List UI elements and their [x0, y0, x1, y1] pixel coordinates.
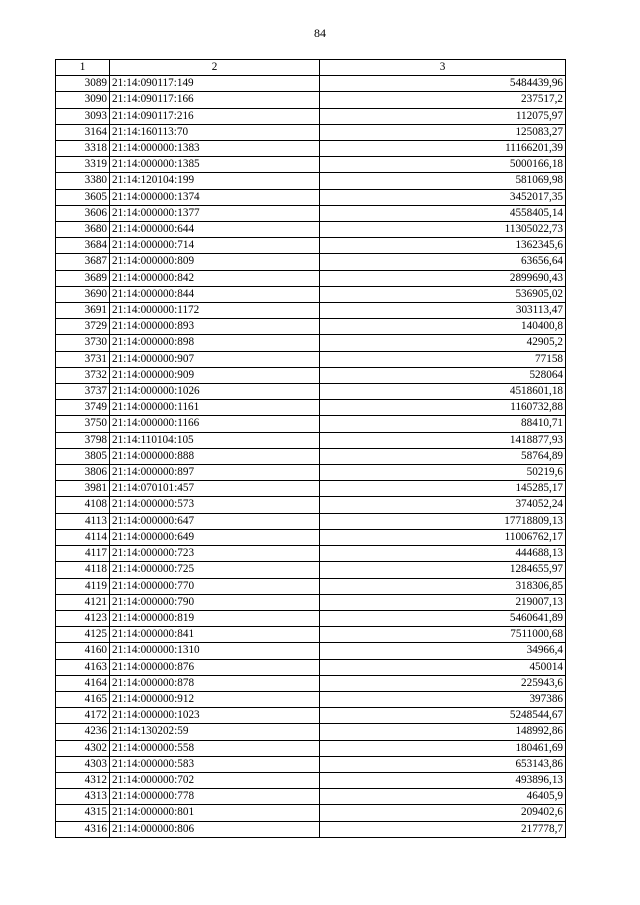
table-row: [56, 805, 566, 821]
row-number-cell: 3798: [56, 432, 110, 448]
value-cell: 1418877,93: [320, 432, 566, 448]
cadastral-number-cell: 21:14:000000:1166: [110, 416, 320, 432]
cadastral-number-cell: 21:14:000000:778: [110, 789, 320, 805]
cadastral-number-cell: 21:14:000000:898: [110, 335, 320, 351]
row-number-cell: 3981: [56, 481, 110, 497]
column-header: 2: [110, 60, 320, 76]
table-row: [56, 286, 566, 302]
table-row: [56, 92, 566, 108]
cadastral-number-cell: 21:14:000000:809: [110, 254, 320, 270]
value-cell: 1284655,97: [320, 562, 566, 578]
value-cell: 42905,2: [320, 335, 566, 351]
row-number-cell: 4302: [56, 740, 110, 756]
table-header-row: [56, 60, 566, 76]
table-row: [56, 367, 566, 383]
table-row: [56, 740, 566, 756]
value-cell: 145285,17: [320, 481, 566, 497]
table-row: [56, 675, 566, 691]
cadastral-number-cell: 21:14:090117:166: [110, 92, 320, 108]
value-cell: 140400,8: [320, 319, 566, 335]
value-cell: 4558405,14: [320, 205, 566, 221]
row-number-cell: 3605: [56, 189, 110, 205]
row-number-cell: 4119: [56, 578, 110, 594]
cadastral-number-cell: 21:14:000000:841: [110, 627, 320, 643]
table-row: [56, 254, 566, 270]
row-number-cell: 4113: [56, 513, 110, 529]
cadastral-number-cell: 21:14:000000:1374: [110, 189, 320, 205]
row-number-cell: 3689: [56, 270, 110, 286]
table-row: [56, 319, 566, 335]
value-cell: 50219,6: [320, 465, 566, 481]
table-row: [56, 432, 566, 448]
table-row: [56, 789, 566, 805]
cadastral-number-cell: 21:14:000000:723: [110, 546, 320, 562]
cadastral-number-cell: 21:14:000000:647: [110, 513, 320, 529]
table-row: [56, 594, 566, 610]
table-row: [56, 465, 566, 481]
row-number-cell: 3684: [56, 238, 110, 254]
table-row: [56, 335, 566, 351]
row-number-cell: 3093: [56, 108, 110, 124]
table-row: [56, 238, 566, 254]
cadastral-number-cell: 21:14:000000:897: [110, 465, 320, 481]
value-cell: 3452017,35: [320, 189, 566, 205]
value-cell: 11166201,39: [320, 141, 566, 157]
table-row: [56, 270, 566, 286]
row-number-cell: 3319: [56, 157, 110, 173]
table-row: [56, 481, 566, 497]
row-number-cell: 3680: [56, 222, 110, 238]
table-row: [56, 173, 566, 189]
table-row: [56, 724, 566, 740]
cadastral-number-cell: 21:14:000000:583: [110, 756, 320, 772]
cadastral-number-cell: 21:14:000000:1161: [110, 400, 320, 416]
row-number-cell: 3749: [56, 400, 110, 416]
row-number-cell: 4125: [56, 627, 110, 643]
table-row: [56, 416, 566, 432]
table-row: [56, 157, 566, 173]
table-row: [56, 529, 566, 545]
cadastral-number-cell: 21:14:000000:844: [110, 286, 320, 302]
row-number-cell: 4121: [56, 594, 110, 610]
column-header: 3: [320, 60, 566, 76]
value-cell: 536905,02: [320, 286, 566, 302]
value-cell: 46405,9: [320, 789, 566, 805]
value-cell: 77158: [320, 351, 566, 367]
data-table: [55, 59, 566, 838]
row-number-cell: 4163: [56, 659, 110, 675]
table-body: [56, 76, 566, 838]
table-row: [56, 76, 566, 92]
cadastral-number-cell: 21:14:000000:790: [110, 594, 320, 610]
value-cell: 112075,97: [320, 108, 566, 124]
table-row: [56, 448, 566, 464]
row-number-cell: 4118: [56, 562, 110, 578]
cadastral-number-cell: 21:14:000000:1023: [110, 708, 320, 724]
table-row: [56, 756, 566, 772]
value-cell: 219007,13: [320, 594, 566, 610]
cadastral-number-cell: 21:14:000000:1172: [110, 303, 320, 319]
value-cell: 397386: [320, 691, 566, 707]
table-row: [56, 708, 566, 724]
table-row: [56, 400, 566, 416]
row-number-cell: 3318: [56, 141, 110, 157]
cadastral-number-cell: 21:14:000000:702: [110, 772, 320, 788]
value-cell: 653143,86: [320, 756, 566, 772]
table-row: [56, 627, 566, 643]
cadastral-number-cell: 21:14:070101:457: [110, 481, 320, 497]
table-row: [56, 578, 566, 594]
value-cell: 5248544,67: [320, 708, 566, 724]
value-cell: 493896,13: [320, 772, 566, 788]
value-cell: 88410,71: [320, 416, 566, 432]
column-header: 1: [56, 60, 110, 76]
value-cell: 217778,7: [320, 821, 566, 837]
table-row: [56, 141, 566, 157]
cadastral-number-cell: 21:14:000000:842: [110, 270, 320, 286]
cadastral-number-cell: 21:14:000000:819: [110, 610, 320, 626]
cadastral-number-cell: 21:14:000000:801: [110, 805, 320, 821]
cadastral-number-cell: 21:14:000000:907: [110, 351, 320, 367]
row-number-cell: 4123: [56, 610, 110, 626]
cadastral-number-cell: 21:14:000000:878: [110, 675, 320, 691]
value-cell: 374052,24: [320, 497, 566, 513]
cadastral-number-cell: 21:14:000000:876: [110, 659, 320, 675]
cadastral-number-cell: 21:14:000000:909: [110, 367, 320, 383]
cadastral-number-cell: 21:14:120104:199: [110, 173, 320, 189]
row-number-cell: 3737: [56, 384, 110, 400]
row-number-cell: 4164: [56, 675, 110, 691]
row-number-cell: 3750: [56, 416, 110, 432]
row-number-cell: 4108: [56, 497, 110, 513]
value-cell: 450014: [320, 659, 566, 675]
cadastral-number-cell: 21:14:090117:149: [110, 76, 320, 92]
cadastral-number-cell: 21:14:000000:1310: [110, 643, 320, 659]
value-cell: 581069,98: [320, 173, 566, 189]
cadastral-number-cell: 21:14:000000:1385: [110, 157, 320, 173]
table-row: [56, 772, 566, 788]
row-number-cell: 4172: [56, 708, 110, 724]
table-row: [56, 659, 566, 675]
value-cell: 5484439,96: [320, 76, 566, 92]
cadastral-number-cell: 21:14:000000:1026: [110, 384, 320, 400]
value-cell: 225943,6: [320, 675, 566, 691]
row-number-cell: 3691: [56, 303, 110, 319]
table-row: [56, 497, 566, 513]
value-cell: 125083,27: [320, 124, 566, 140]
cadastral-number-cell: 21:14:090117:216: [110, 108, 320, 124]
value-cell: 63656,64: [320, 254, 566, 270]
value-cell: 4518601,18: [320, 384, 566, 400]
value-cell: 209402,6: [320, 805, 566, 821]
value-cell: 303113,47: [320, 303, 566, 319]
row-number-cell: 3731: [56, 351, 110, 367]
row-number-cell: 4312: [56, 772, 110, 788]
row-number-cell: 3805: [56, 448, 110, 464]
row-number-cell: 3730: [56, 335, 110, 351]
cadastral-number-cell: 21:14:130202:59: [110, 724, 320, 740]
row-number-cell: 3806: [56, 465, 110, 481]
value-cell: 237517,2: [320, 92, 566, 108]
row-number-cell: 4114: [56, 529, 110, 545]
value-cell: 1160732,88: [320, 400, 566, 416]
cadastral-number-cell: 21:14:000000:888: [110, 448, 320, 464]
row-number-cell: 4303: [56, 756, 110, 772]
row-number-cell: 3164: [56, 124, 110, 140]
table-row: [56, 124, 566, 140]
row-number-cell: 3090: [56, 92, 110, 108]
value-cell: 34966,4: [320, 643, 566, 659]
table-row: [56, 189, 566, 205]
cadastral-number-cell: 21:14:160113:70: [110, 124, 320, 140]
value-cell: 148992,86: [320, 724, 566, 740]
row-number-cell: 4313: [56, 789, 110, 805]
value-cell: 58764,89: [320, 448, 566, 464]
table-row: [56, 108, 566, 124]
table-row: [56, 351, 566, 367]
value-cell: 11006762,17: [320, 529, 566, 545]
cadastral-number-cell: 21:14:000000:558: [110, 740, 320, 756]
cadastral-number-cell: 21:14:000000:725: [110, 562, 320, 578]
cadastral-number-cell: 21:14:110104:105: [110, 432, 320, 448]
value-cell: 318306,85: [320, 578, 566, 594]
table-row: [56, 821, 566, 837]
table-row: [56, 546, 566, 562]
cadastral-number-cell: 21:14:000000:1383: [110, 141, 320, 157]
table-row: [56, 691, 566, 707]
page-number: 84: [314, 26, 326, 40]
value-cell: 180461,69: [320, 740, 566, 756]
value-cell: 5460641,89: [320, 610, 566, 626]
value-cell: 528064: [320, 367, 566, 383]
value-cell: 444688,13: [320, 546, 566, 562]
row-number-cell: 3690: [56, 286, 110, 302]
cadastral-number-cell: 21:14:000000:893: [110, 319, 320, 335]
table-row: [56, 643, 566, 659]
table-row: [56, 384, 566, 400]
row-number-cell: 4315: [56, 805, 110, 821]
row-number-cell: 3606: [56, 205, 110, 221]
table-row: [56, 222, 566, 238]
row-number-cell: 3687: [56, 254, 110, 270]
row-number-cell: 3729: [56, 319, 110, 335]
row-number-cell: 4165: [56, 691, 110, 707]
cadastral-number-cell: 21:14:000000:649: [110, 529, 320, 545]
value-cell: 2899690,43: [320, 270, 566, 286]
cadastral-number-cell: 21:14:000000:573: [110, 497, 320, 513]
row-number-cell: 4117: [56, 546, 110, 562]
row-number-cell: 3732: [56, 367, 110, 383]
cadastral-number-cell: 21:14:000000:806: [110, 821, 320, 837]
cadastral-number-cell: 21:14:000000:1377: [110, 205, 320, 221]
row-number-cell: 4316: [56, 821, 110, 837]
value-cell: 11305022,73: [320, 222, 566, 238]
table-row: [56, 562, 566, 578]
table-row: [56, 513, 566, 529]
row-number-cell: 4236: [56, 724, 110, 740]
cadastral-number-cell: 21:14:000000:912: [110, 691, 320, 707]
table-row: [56, 610, 566, 626]
row-number-cell: 3380: [56, 173, 110, 189]
row-number-cell: 4160: [56, 643, 110, 659]
value-cell: 7511000,68: [320, 627, 566, 643]
value-cell: 1362345,6: [320, 238, 566, 254]
row-number-cell: 3089: [56, 76, 110, 92]
table-row: [56, 205, 566, 221]
cadastral-number-cell: 21:14:000000:714: [110, 238, 320, 254]
table-row: [56, 303, 566, 319]
cadastral-number-cell: 21:14:000000:770: [110, 578, 320, 594]
cadastral-number-cell: 21:14:000000:644: [110, 222, 320, 238]
value-cell: 5000166,18: [320, 157, 566, 173]
value-cell: 17718809,13: [320, 513, 566, 529]
